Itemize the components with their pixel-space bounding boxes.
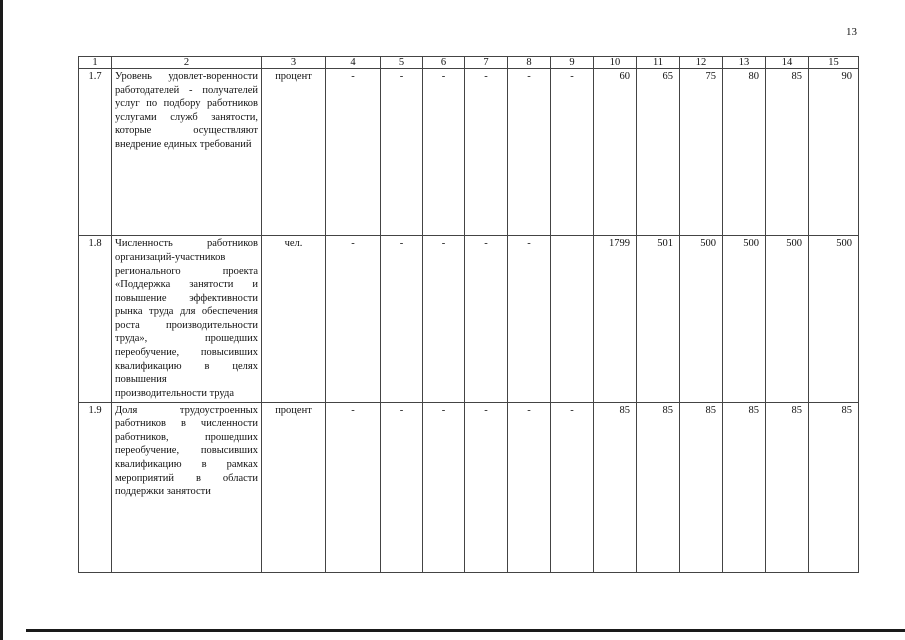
value-cell-empty [551,236,594,402]
value-cell: 500 [809,236,859,402]
value-cell: - [423,236,465,402]
scan-edge-bottom [26,629,905,632]
value-cell: 501 [637,236,680,402]
column-number: 11 [637,57,680,69]
value-cell: 80 [723,69,766,236]
indicator-name: Уровень удовлет-воренности работодателей - получателей услуг по подбору работников услугами служб занятости, которые осуществляют внедрение единых требований [112,69,262,236]
row-number: 1.8 [79,236,112,402]
table-row [79,402,859,572]
value-cell: - [381,402,423,572]
value-cell: - [381,69,423,236]
value-cell: - [326,402,381,572]
column-number: 5 [381,57,423,69]
value-cell: - [423,402,465,572]
column-number: 13 [723,57,766,69]
table-row [79,69,859,236]
value-cell: - [326,236,381,402]
value-cell: - [508,402,551,572]
unit-cell: чел. [262,236,326,402]
column-number: 4 [326,57,381,69]
row-number: 1.9 [79,402,112,572]
value-cell: 85 [594,402,637,572]
column-number: 3 [262,57,326,69]
column-number: 7 [465,57,508,69]
value-cell: 85 [723,402,766,572]
column-number: 15 [809,57,859,69]
value-cell: 85 [809,402,859,572]
column-number: 14 [766,57,809,69]
value-cell: - [326,69,381,236]
value-cell: - [551,69,594,236]
value-cell: - [423,69,465,236]
indicator-name: Численность работников организаций-участников регионального проекта «Поддержка занятости и повышение эффективности рынка труда для обеспечения роста производительности труда», прошедших переобучение, повысивших квалификацию в целях повышения производительности труда [112,236,262,402]
value-cell: - [551,402,594,572]
value-cell: 85 [680,402,723,572]
value-cell: 90 [809,69,859,236]
value-cell: - [465,236,508,402]
column-number: 8 [508,57,551,69]
value-cell: 500 [766,236,809,402]
value-cell: 75 [680,69,723,236]
value-cell: 65 [637,69,680,236]
value-cell: - [465,69,508,236]
scan-edge-left [0,0,3,640]
indicator-name: Доля трудоустроенных работников в численности работников, прошедших переобучение, повысивших квалификацию в рамках мероприятий в области поддержки занятости [112,402,262,572]
value-cell: 1799 [594,236,637,402]
column-number: 2 [112,57,262,69]
value-cell: 85 [637,402,680,572]
table-row [79,236,859,402]
column-number: 6 [423,57,465,69]
table-header-row [79,57,859,69]
value-cell: - [381,236,423,402]
value-cell: 85 [766,402,809,572]
value-cell: - [508,236,551,402]
value-cell: - [465,402,508,572]
value-cell: 500 [723,236,766,402]
row-number: 1.7 [79,69,112,236]
unit-cell: процент [262,69,326,236]
value-cell: 85 [766,69,809,236]
value-cell: 60 [594,69,637,236]
column-number: 12 [680,57,723,69]
value-cell: - [508,69,551,236]
indicators-table [78,56,859,573]
value-cell: 500 [680,236,723,402]
column-number: 10 [594,57,637,69]
column-number: 9 [551,57,594,69]
unit-cell: процент [262,402,326,572]
page-number: 13 [846,26,857,38]
column-number: 1 [79,57,112,69]
